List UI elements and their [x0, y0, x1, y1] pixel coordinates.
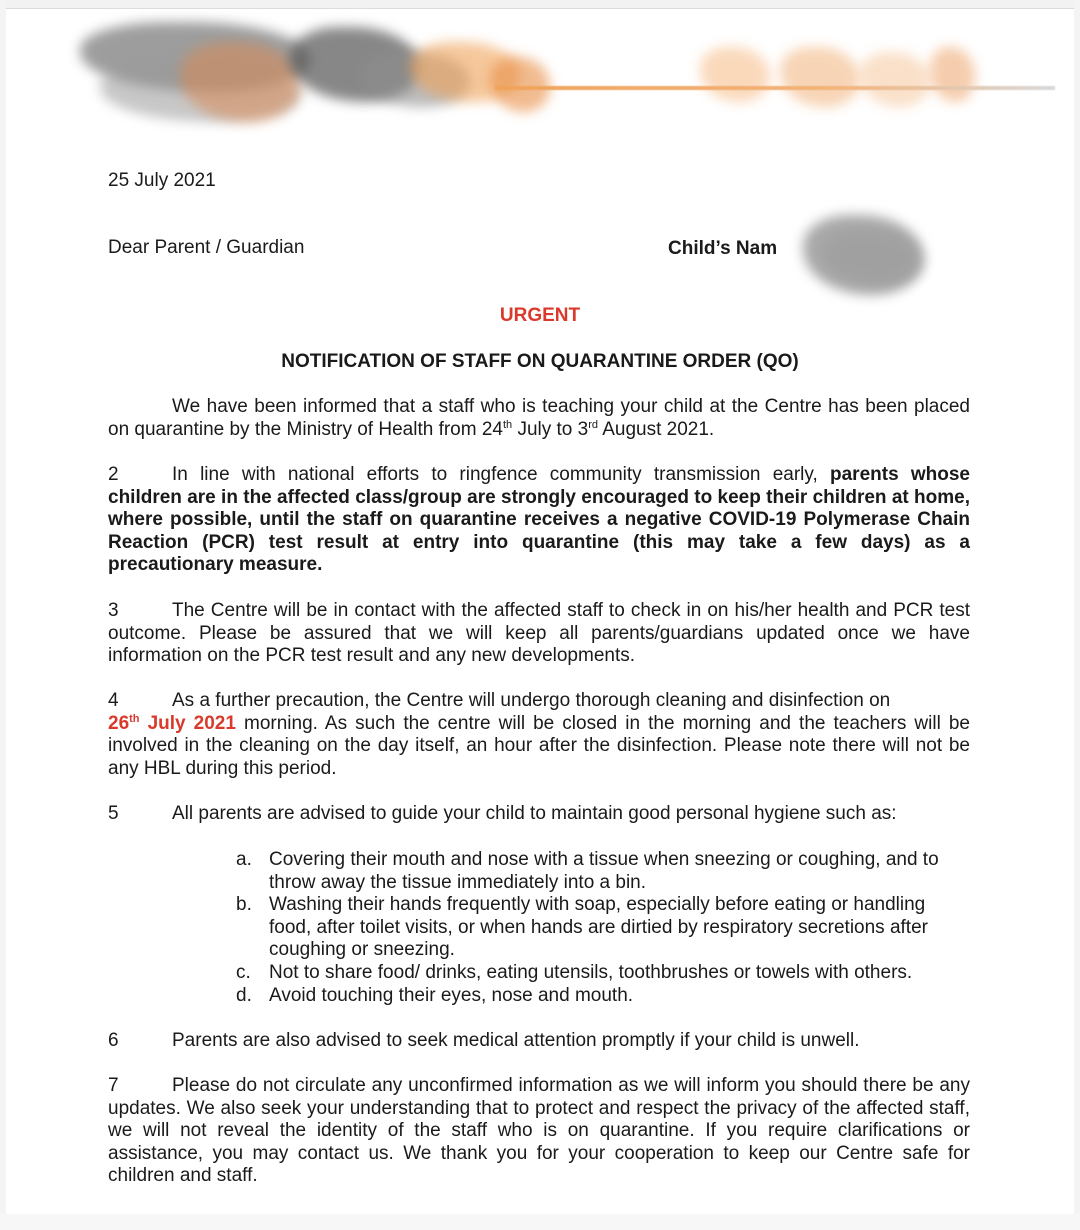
paragraph-number: 5: [108, 803, 119, 824]
closure-date: 26th July 2021: [108, 712, 236, 734]
paragraph-6: 6 Parents are also advised to seek medical attention promptly if your child is unwell.: [108, 1030, 860, 1051]
salutation: Dear Parent / Guardian: [108, 237, 305, 258]
paragraph-number: 6: [108, 1030, 119, 1051]
paragraph-3: 3 The Centre will be in contact with the affected staff to check in on his/her health and PCR test outcome. Please be assured that we will keep all parents/guardians updated once we have information on the PCR test result and any new developments.: [108, 600, 970, 667]
list-item: c. Not to share food/ drinks, eating utensils, toothbrushes or towels with others.: [236, 961, 913, 983]
paragraph-number: 4: [108, 690, 119, 711]
redacted-letterhead: [60, 12, 1060, 137]
letterhead-text-faded: [985, 58, 992, 84]
letter-title: NOTIFICATION OF STAFF ON QUARANTINE ORDER (QO): [281, 351, 799, 372]
list-item: b. Washing their hands frequently with soap, especially before eating or handling food, after toilet visits, or when hands are dirtied by respiratory secretions after coughing or sneezing.: [236, 894, 928, 961]
page-frame-top: [0, 0, 1080, 9]
letter-date: 25 July 2021: [108, 170, 216, 191]
child-name-redaction: [793, 210, 943, 300]
list-item: a. Covering their mouth and nose with a tissue when sneezing or coughing, and to throw away the tissue immediately into a bin.: [236, 849, 939, 893]
bold-advisory: parents whose children are in the affected class/group are strongly encouraged to keep their children at home, where possible, until the staff on quarantine receives a negative COVID-19 Polymerase Chain Reaction (PCR) test result at entry into quarantine (this may take a few days) as a precautionary measure.: [108, 464, 970, 576]
hygiene-list: [236, 849, 971, 1007]
letterhead-rule: [495, 86, 1055, 90]
urgent-heading: URGENT: [499, 305, 581, 326]
paragraph-number: 3: [108, 600, 119, 621]
paragraph-5: 5 All parents are advised to guide your child to maintain good personal hygiene such as:: [108, 803, 897, 824]
paragraph-1: We have been informed that a staff who is teaching your child at the Centre has been placed on quarantine by the Ministry of Health from 24th July to 3rd August 2021.: [108, 396, 970, 440]
page-frame-bottom: [0, 1214, 1080, 1230]
paragraph-7: 7 Please do not circulate any unconfirmed information as we will inform you should there be any updates. We also seek your understanding that to protect and respect the privacy of the affected staff, we will not reveal the identity of the staff who is on quarantine. If you require clarifications or assistance, you may contact us. We thank you for your cooperation to keep our Centre safe for children and staff.: [108, 1075, 970, 1187]
child-name-label: Child’s Nam: [668, 238, 778, 259]
page-frame-right: [1074, 0, 1080, 1230]
list-item: d. Avoid touching their eyes, nose and mouth.: [236, 984, 634, 1006]
paragraph-2: 2 In line with national efforts to ringfence community transmission early, parents whose children are in the affected class/group are strongly encouraged to keep their children at home, where possible, until the staff on quarantine receives a negative COVID-19 Polymerase Chain Reaction (PCR) test result at entry into quarantine (this may take a few days) as a precautionary measure.: [108, 464, 970, 576]
paragraph-number: 7: [108, 1075, 119, 1096]
paragraph-number: 2: [108, 464, 119, 485]
paragraph-4: 4 As a further precaution, the Centre will undergo thorough cleaning and disinfection on 26th July 2021 morning. As such the centre will be closed in the morning and the teachers will be involved in the cleaning on the day itself, an hour after the disinfection. Please note there will not be any HBL during this period.: [108, 690, 971, 779]
page-frame-left: [0, 0, 6, 1230]
